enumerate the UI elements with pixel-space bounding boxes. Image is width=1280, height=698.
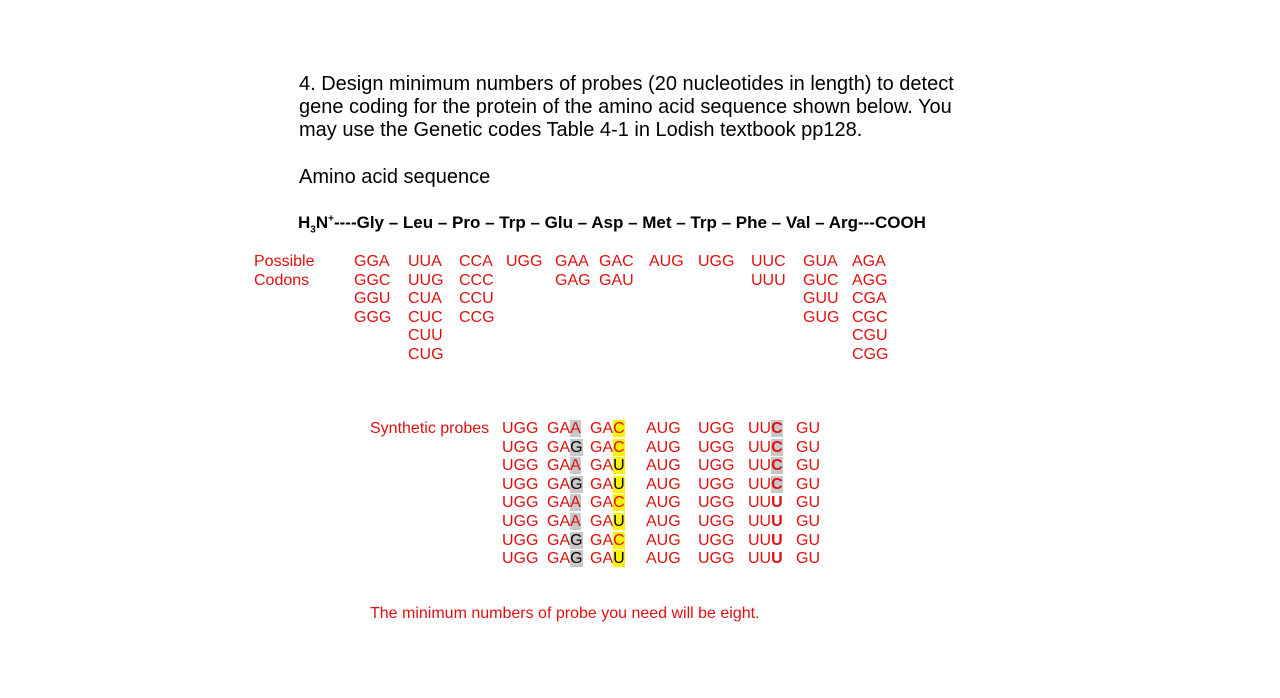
codon: GAG [555, 271, 591, 289]
trp2-codon-text: UGG [698, 494, 735, 512]
codon-column-gly [354, 253, 391, 327]
phe-prefix: UU [748, 457, 772, 475]
phe-variant: C [771, 438, 783, 456]
codon: UUC [751, 253, 786, 270]
asp-variant: U [613, 550, 625, 568]
asp-variant: C [613, 494, 625, 512]
glu-variant: A [570, 457, 581, 475]
glu-codon [547, 457, 581, 476]
phe-variant: C [771, 420, 783, 437]
codon: GUA [803, 253, 838, 270]
met-codon [646, 550, 681, 569]
trp-codon [502, 476, 538, 495]
codon: CUC [408, 308, 443, 326]
glu-prefix: GA [547, 475, 571, 493]
asp-prefix: GA [590, 457, 614, 475]
glu-prefix: GA [547, 531, 571, 549]
trp2-codon-text: UGG [698, 457, 735, 475]
asp-variant: U [613, 513, 625, 530]
trp2-codon-text: UGG [698, 475, 735, 493]
glu-codon [547, 550, 583, 569]
trp-codon [502, 457, 538, 476]
n-terminus-h: H [298, 213, 311, 232]
met-codon [646, 513, 681, 532]
met-codon-text: AUG [646, 438, 681, 456]
met-codon [646, 457, 681, 476]
met-codon-text: AUG [646, 550, 681, 568]
n-terminus-subscript: 3 [310, 224, 316, 236]
trp2-codon [698, 532, 734, 551]
met-codon [646, 494, 681, 513]
tail-text: GU [796, 438, 820, 456]
glu-variant: G [570, 531, 583, 549]
codon: UUU [751, 271, 786, 289]
codon: UUG [408, 271, 444, 289]
possible-label-line2: Codons [254, 271, 310, 289]
codon: GAA [555, 253, 589, 270]
phe-codon [748, 550, 783, 569]
codon: AGG [852, 271, 888, 289]
codon: GAC [599, 253, 634, 270]
trp-codon [502, 532, 538, 551]
phe-variant: U [771, 531, 783, 549]
trp2-codon [698, 457, 734, 476]
trp2-codon-text: UGG [698, 550, 735, 568]
synthetic-probes-label: Synthetic probes [370, 420, 490, 437]
asp-prefix: GA [590, 494, 614, 512]
tail-text: GU [796, 513, 820, 530]
tail-codon [796, 494, 820, 513]
codon: CUU [408, 327, 443, 345]
asp-codon [590, 476, 625, 495]
glu-codon [547, 420, 581, 439]
phe-prefix: UU [748, 475, 772, 493]
codon-column-leu [408, 253, 444, 365]
phe-prefix: UU [748, 550, 772, 568]
codon: UGG [506, 253, 543, 270]
asp-codon [590, 532, 625, 551]
asp-prefix: GA [590, 513, 614, 530]
n-terminus-n: N [315, 213, 329, 232]
glu-variant: G [570, 475, 583, 493]
codon-column-trp [506, 253, 542, 272]
codon: CUG [408, 345, 444, 363]
asp-variant: U [613, 475, 625, 493]
question-line: gene coding for the protein of the amino acid sequence shown below. You [299, 96, 952, 118]
phe-variant: C [771, 457, 783, 475]
glu-codon [547, 513, 581, 532]
glu-prefix: GA [547, 550, 571, 568]
codon-column-val [803, 253, 839, 327]
codon: CCA [459, 253, 493, 270]
asp-prefix: GA [590, 550, 614, 568]
trp2-codon-text: UGG [698, 420, 735, 437]
conclusion-text: The minimum numbers of probe you need will be eight. [370, 605, 760, 622]
codon: CCC [459, 271, 494, 289]
codon: GUU [803, 290, 839, 308]
met-codon-text: AUG [646, 420, 681, 437]
asp-codon [590, 439, 625, 458]
met-codon [646, 420, 681, 439]
phe-prefix: UU [748, 513, 772, 530]
tail-text: GU [796, 457, 820, 475]
codon: AUG [649, 253, 684, 270]
trp-codon [502, 513, 538, 532]
trp-codon-text: UGG [502, 420, 539, 437]
glu-prefix: GA [547, 494, 571, 512]
codon-column-trp [698, 253, 734, 272]
asp-variant: C [613, 420, 625, 437]
possible-label-line1: Possible [254, 253, 315, 270]
glu-codon [547, 494, 581, 513]
codon: UGG [698, 253, 735, 270]
asp-prefix: GA [590, 438, 614, 456]
met-codon [646, 532, 681, 551]
phe-variant: U [771, 513, 783, 530]
met-codon-text: AUG [646, 494, 681, 512]
codon-column-phe [751, 253, 786, 290]
codon: GGG [354, 308, 392, 326]
glu-prefix: GA [547, 420, 571, 437]
tail-text: GU [796, 475, 820, 493]
met-codon-text: AUG [646, 457, 681, 475]
codon: CGU [852, 327, 888, 345]
phe-codon [748, 494, 783, 513]
tail-codon [796, 420, 820, 439]
codon: GUG [803, 308, 840, 326]
codon: CCG [459, 308, 495, 326]
asp-prefix: GA [590, 420, 614, 437]
trp2-codon-text: UGG [698, 438, 735, 456]
trp2-codon [698, 420, 734, 439]
asp-codon [590, 494, 625, 513]
codon: GAU [599, 271, 634, 289]
codon: CGC [852, 308, 888, 326]
tail-codon [796, 532, 820, 551]
codon-column-arg [852, 253, 888, 365]
tail-codon [796, 457, 820, 476]
amino-acid-label: Amino acid sequence [299, 166, 491, 188]
glu-variant: G [570, 438, 583, 456]
asp-prefix: GA [590, 531, 614, 549]
codon-column-met [649, 253, 684, 272]
trp-codon [502, 550, 538, 569]
asp-codon [590, 457, 625, 476]
met-codon [646, 476, 681, 495]
phe-codon [748, 420, 783, 439]
tail-text: GU [796, 494, 820, 512]
asp-variant: C [613, 531, 625, 549]
phe-codon [748, 439, 783, 458]
codon: AGA [852, 253, 886, 270]
tail-codon [796, 439, 820, 458]
asp-variant: U [613, 457, 625, 475]
glu-variant: A [570, 494, 581, 512]
codon: GGA [354, 253, 390, 270]
met-codon-text: AUG [646, 475, 681, 493]
trp-codon-text: UGG [502, 531, 539, 549]
trp2-codon [698, 550, 734, 569]
glu-prefix: GA [547, 438, 571, 456]
trp2-codon [698, 476, 734, 495]
codon: GUC [803, 271, 839, 289]
trp-codon [502, 439, 538, 458]
codon: UUA [408, 253, 442, 270]
glu-codon [547, 476, 583, 495]
glu-codon [547, 532, 583, 551]
asp-codon [590, 420, 625, 439]
phe-codon [748, 532, 783, 551]
glu-variant: G [570, 550, 583, 568]
sequence-body: ----Gly – Leu – Pro – Trp – Glu – Asp – Met – Trp – Phe – Val – Arg---COOH [333, 213, 926, 232]
glu-codon [547, 439, 583, 458]
phe-variant: U [771, 550, 783, 568]
trp2-codon [698, 439, 734, 458]
codon: CUA [408, 290, 442, 308]
met-codon-text: AUG [646, 513, 681, 530]
met-codon-text: AUG [646, 531, 681, 549]
asp-codon [590, 513, 625, 532]
codon: GGC [354, 271, 391, 289]
glu-variant: A [570, 420, 581, 437]
codon-column-pro [459, 253, 495, 327]
phe-prefix: UU [748, 531, 772, 549]
codon: GGU [354, 290, 391, 308]
question-line: 4. Design minimum numbers of probes (20 nucleotides in length) to detect [299, 73, 954, 95]
codon: CGA [852, 290, 887, 308]
glu-prefix: GA [547, 513, 571, 530]
question-line: may use the Genetic codes Table 4-1 in Lodish textbook pp128. [299, 119, 863, 141]
phe-codon [748, 457, 783, 476]
phe-variant: C [771, 475, 783, 493]
trp-codon-text: UGG [502, 438, 539, 456]
tail-text: GU [796, 550, 820, 568]
n-terminus-charge: + [328, 213, 334, 225]
asp-codon [590, 550, 625, 569]
trp-codon-text: UGG [502, 494, 539, 512]
glu-prefix: GA [547, 457, 571, 475]
codon-column-asp [599, 253, 634, 290]
tail-codon [796, 513, 820, 532]
asp-prefix: GA [590, 475, 614, 493]
phe-variant: U [771, 494, 783, 512]
trp-codon-text: UGG [502, 550, 539, 568]
trp-codon-text: UGG [502, 475, 539, 493]
trp-codon-text: UGG [502, 457, 539, 475]
asp-variant: C [613, 438, 625, 456]
phe-codon [748, 476, 783, 495]
phe-prefix: UU [748, 494, 772, 512]
codon-column-glu [555, 253, 591, 290]
trp-codon [502, 494, 538, 513]
tail-codon [796, 550, 820, 569]
trp-codon [502, 420, 538, 439]
trp2-codon [698, 513, 734, 532]
phe-codon [748, 513, 783, 532]
tail-codon [796, 476, 820, 495]
trp2-codon [698, 494, 734, 513]
question-text [299, 73, 954, 142]
tail-text: GU [796, 531, 820, 549]
amino-acid-sequence [298, 213, 926, 235]
trp2-codon-text: UGG [698, 531, 735, 549]
trp2-codon-text: UGG [698, 513, 735, 530]
glu-variant: A [570, 513, 581, 530]
met-codon [646, 439, 681, 458]
phe-prefix: UU [748, 438, 772, 456]
codon: CGG [852, 345, 889, 363]
phe-prefix: UU [748, 420, 772, 437]
possible-codons-label [254, 253, 314, 290]
tail-text: GU [796, 420, 820, 437]
codon: CCU [459, 290, 494, 308]
trp-codon-text: UGG [502, 513, 539, 530]
